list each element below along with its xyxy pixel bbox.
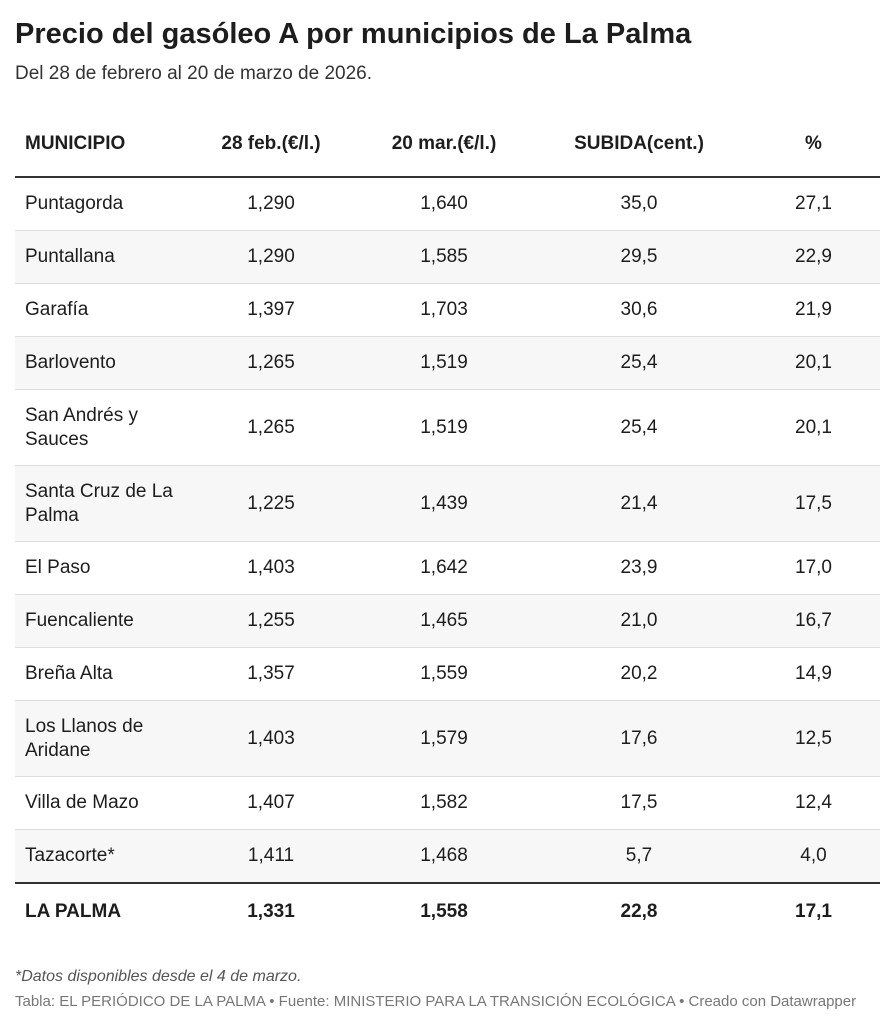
cell-municipio: Los Llanos de Aridane	[15, 701, 185, 777]
table-row	[15, 777, 880, 830]
cell-municipio: San Andrés y Sauces	[15, 390, 185, 466]
cell-mar: 1,559	[357, 648, 531, 701]
table-row	[15, 542, 880, 595]
table-row	[15, 830, 880, 884]
cell-mar: 1,439	[357, 466, 531, 542]
cell-municipio: El Paso	[15, 542, 185, 595]
cell-subida: 25,4	[531, 390, 747, 466]
cell-mar: 1,640	[357, 177, 531, 231]
column-header-municipio[interactable]: MUNICIPIO	[15, 112, 185, 177]
chart-subtitle: Del 28 de febrero al 20 de marzo de 2026.	[15, 63, 373, 84]
cell-feb: 1,290	[185, 177, 357, 231]
table-total-row	[15, 883, 880, 940]
cell-feb: 1,403	[185, 701, 357, 777]
table-header-row	[15, 112, 880, 177]
cell-feb: 1,407	[185, 777, 357, 830]
cell-subida: 5,7	[531, 830, 747, 884]
total-cell-percent: 17,1	[747, 883, 880, 940]
table-row	[15, 466, 880, 542]
cell-mar: 1,642	[357, 542, 531, 595]
chart-title: Precio del gasóleo A por municipios de La Palma	[15, 18, 692, 50]
cell-subida: 17,6	[531, 701, 747, 777]
cell-subida: 30,6	[531, 284, 747, 337]
credits: Tabla: EL PERIÓDICO DE LA PALMA • Fuente: MINISTERIO PARA LA TRANSICIÓN ECOLÓGICA • Creado con Datawrapper	[15, 993, 857, 1010]
cell-municipio: Puntagorda	[15, 177, 185, 231]
cell-percent: 17,0	[747, 542, 880, 595]
cell-subida: 25,4	[531, 337, 747, 390]
table-row	[15, 337, 880, 390]
cell-subida: 21,4	[531, 466, 747, 542]
total-cell-subida: 22,8	[531, 883, 747, 940]
table-body	[15, 177, 880, 940]
cell-municipio: Fuencaliente	[15, 595, 185, 648]
cell-feb: 1,265	[185, 337, 357, 390]
cell-percent: 21,9	[747, 284, 880, 337]
cell-feb: 1,397	[185, 284, 357, 337]
cell-percent: 12,5	[747, 701, 880, 777]
cell-feb: 1,411	[185, 830, 357, 884]
table-row	[15, 701, 880, 777]
price-table	[15, 112, 880, 940]
cell-feb: 1,290	[185, 231, 357, 284]
cell-percent: 14,9	[747, 648, 880, 701]
cell-municipio: Barlovento	[15, 337, 185, 390]
cell-mar: 1,519	[357, 390, 531, 466]
cell-mar: 1,465	[357, 595, 531, 648]
table-row	[15, 284, 880, 337]
cell-mar: 1,582	[357, 777, 531, 830]
column-header-feb[interactable]: 28 feb.(€/l.)	[185, 112, 357, 177]
cell-subida: 17,5	[531, 777, 747, 830]
cell-percent: 20,1	[747, 337, 880, 390]
cell-feb: 1,403	[185, 542, 357, 595]
table-row	[15, 231, 880, 284]
column-header-percent[interactable]: %	[747, 112, 880, 177]
cell-subida: 35,0	[531, 177, 747, 231]
cell-mar: 1,468	[357, 830, 531, 884]
total-cell-municipio: LA PALMA	[15, 883, 185, 940]
total-cell-mar: 1,558	[357, 883, 531, 940]
table-row	[15, 648, 880, 701]
cell-municipio: Tazacorte*	[15, 830, 185, 884]
table-row	[15, 177, 880, 231]
cell-percent: 4,0	[747, 830, 880, 884]
cell-mar: 1,703	[357, 284, 531, 337]
cell-subida: 21,0	[531, 595, 747, 648]
cell-municipio: Villa de Mazo	[15, 777, 185, 830]
cell-percent: 12,4	[747, 777, 880, 830]
cell-municipio: Puntallana	[15, 231, 185, 284]
cell-feb: 1,255	[185, 595, 357, 648]
cell-feb: 1,357	[185, 648, 357, 701]
cell-municipio: Garafía	[15, 284, 185, 337]
cell-percent: 22,9	[747, 231, 880, 284]
cell-feb: 1,265	[185, 390, 357, 466]
cell-percent: 16,7	[747, 595, 880, 648]
column-header-subida[interactable]: SUBIDA(cent.)	[531, 112, 747, 177]
cell-mar: 1,585	[357, 231, 531, 284]
table-row	[15, 595, 880, 648]
column-header-mar[interactable]: 20 mar.(€/l.)	[357, 112, 531, 177]
cell-subida: 29,5	[531, 231, 747, 284]
cell-subida: 20,2	[531, 648, 747, 701]
cell-feb: 1,225	[185, 466, 357, 542]
cell-percent: 20,1	[747, 390, 880, 466]
cell-percent: 17,5	[747, 466, 880, 542]
cell-mar: 1,579	[357, 701, 531, 777]
cell-percent: 27,1	[747, 177, 880, 231]
cell-municipio: Breña Alta	[15, 648, 185, 701]
footnote: *Datos disponibles desde el 4 de marzo.	[15, 968, 302, 985]
cell-municipio: Santa Cruz de La Palma	[15, 466, 185, 542]
table-row	[15, 390, 880, 466]
total-cell-feb: 1,331	[185, 883, 357, 940]
cell-subida: 23,9	[531, 542, 747, 595]
cell-mar: 1,519	[357, 337, 531, 390]
